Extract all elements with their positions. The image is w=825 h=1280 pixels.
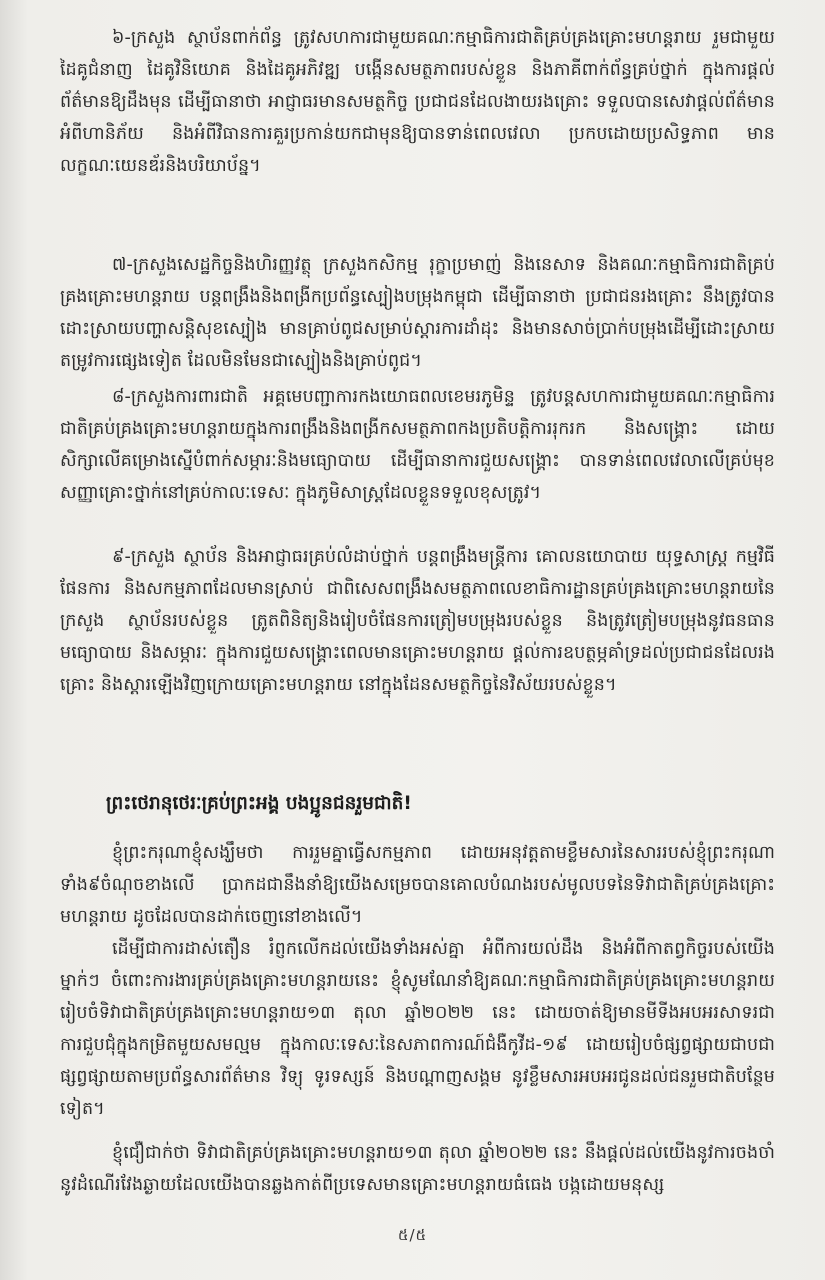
greeting-heading: ព្រះថេរានុថេរៈគ្រប់ព្រះអង្គ បងប្អូនជនរួមជាតិ! — [106, 793, 412, 814]
paragraph-item-8: ៨-ក្រសួងការពារជាតិ អគ្គមេបញ្ជាការកងយោធពលខេមរភូមិន្ទ ត្រូវបន្តសហការជាមួយគណៈកម្មាធិការជាតិគ្រប់គ្រងគ្រោះមហន្តរាយក្នុងការពង្រឹងនិងពង្រីកសមត្ថភាពកងប្រតិបត្តិការរុករក និងសង្គ្រោះ ដោយសិក្សាលើគម្រោងស្នើបំពាក់សម្ភារៈនិងមធ្យោបាយ ដើម្បីធានាការជួយសង្គ្រោះ បានទាន់ពេលវេលាលើគ្រប់មុខសញ្ញាគ្រោះថ្នាក់នៅគ្រប់កាលៈទេសៈ ក្នុងភូមិសាស្ត្រដែលខ្លួនទទួលខុសត្រូវ។ — [60, 387, 775, 503]
page-number: ៥/៥ — [397, 1226, 428, 1244]
closing-paragraph-belief: ខ្ញុំជឿជាក់ថា ទិវាជាតិគ្រប់គ្រងគ្រោះមហន្តរាយ១៣ តុលា ឆ្នាំ២០២២ នេះ នឹងផ្តល់ដល់យើងនូវការចងចាំនូវដំណើរវែងឆ្ងាយដែលយើងបានឆ្លងកាត់ពីប្រទេសមានគ្រោះមហន្តរាយធំធេង បង្កដោយមនុស្ស — [60, 1143, 775, 1195]
paragraph-item-7: ៧-ក្រសួងសេដ្ឋកិច្ចនិងហិរញ្ញវត្ថុ ក្រសួងកសិកម្ម រុក្ខាប្រមាញ់ និងនេសាទ និងគណៈកម្មាធិការជាតិគ្រប់គ្រងគ្រោះមហន្តរាយ បន្តពង្រឹងនិងពង្រីកប្រព័ន្ធស្បៀងបម្រុងកម្ពុជា ដើម្បីធានាថា ប្រជាជនរងគ្រោះ នឹងត្រូវបានដោះស្រាយបញ្ហាសន្តិសុខស្បៀង មានគ្រាប់ពូជសម្រាប់ស្តារការដាំដុះ និងមានសាច់ប្រាក់បម្រុងដើម្បីដោះស្រាយតម្រូវការផ្សេងទៀត ដែលមិនមែនជាស្បៀងនិងគ្រាប់ពូជ។ — [60, 255, 775, 371]
closing-paragraph-reminder: ដើម្បីជាការដាស់តឿន រំព្ញកលើកដល់យើងទាំងអស់គ្នា អំពីការយល់ដឹង និងអំពីកាតព្វកិច្ចរបស់យើងម្នាក់ៗ ចំពោះការងារគ្រប់គ្រងគ្រោះមហន្តរាយនេះ ខ្ញុំសូមណែនាំឱ្យគណៈកម្មាធិការជាតិគ្រប់គ្រងគ្រោះមហន្តរាយរៀបចំទិវាជាតិគ្រប់គ្រងគ្រោះមហន្តរាយ១៣ តុលា ឆ្នាំ២០២២ នេះ ដោយចាត់ឱ្យមានមីទីងអបអរសាទរជាការជួបជុំក្នុងកម្រិតមួយសមល្មម ក្នុងកាលៈទេសៈនៃសភាពការណ៍ជំងឺកូវីដ-១៩ ដោយរៀបចំផ្សព្វផ្សាយជាបជា ផ្សព្វផ្សាយតាមប្រព័ន្ធសារព័ត៌មាន វិទ្យុ ទូរទស្សន៍ និងបណ្តាញសង្គម នូវខ្លឹមសារអបអរជូនដល់ជនរួមជាតិបន្ថែមទៀត។ — [60, 939, 775, 1119]
closing-paragraph-hope: ខ្ញុំព្រះករុណាខ្ញុំសង្ឃឹមថា ការរួមគ្នាធ្វើសកម្មភាព ដោយអនុវត្តតាមខ្លឹមសារនៃសាររបស់ខ្ញុំព្រះករុណាទាំង៩ចំណុចខាងលើ ប្រាកដជានឹងនាំឱ្យយើងសម្រេចបានគោលបំណងរបស់មូលបទនៃទិវាជាតិគ្រប់គ្រងគ្រោះមហន្តរាយ ដូចដែលបានដាក់ចេញនៅខាងលើ។ — [60, 843, 775, 927]
paragraph-item-9: ៩-ក្រសួង ស្ថាប័ន និងអាជ្ញាធរគ្រប់លំដាប់ថ្នាក់ បន្តពង្រឹងមន្ត្រីការ គោលនយោបាយ យុទ្ធសាស្ត្រ កម្មវិធី ផែនការ និងសកម្មភាពដែលមានស្រាប់ ជាពិសេសពង្រឹងសមត្ថភាពលេខាធិការដ្ឋានគ្រប់គ្រងគ្រោះមហន្តរាយនៃក្រសួង ស្ថាប័នរបស់ខ្លួន ត្រូតពិនិត្យនិងរៀបចំផែនការត្រៀមបម្រុងរបស់ខ្លួន និងត្រូវត្រៀមបម្រុងនូវធនធាន មធ្យោបាយ និងសម្ភារៈ ក្នុងការជួយសង្គ្រោះពេលមានគ្រោះមហន្តរាយ ផ្តល់ការឧបត្ថម្ភគាំទ្រដល់ប្រជាជនដែលរងគ្រោះ និងស្តារឡើងវិញក្រោយគ្រោះមហន្តរាយ នៅក្នុងដែនសមត្ថកិច្ចនៃវិស័យរបស់ខ្លួន។ — [60, 547, 775, 695]
paragraph-item-6: ៦-ក្រសួង ស្ថាប័នពាក់ព័ន្ធ ត្រូវសហការជាមួយគណៈកម្មាធិការជាតិគ្រប់គ្រងគ្រោះមហន្តរាយ រួមជាមួយដៃគូជំនាញ ដៃគូវិនិយោគ និងដៃគូអភិវឌ្ឍ បង្កើនសមត្ថភាពរបស់ខ្លួន និងភាគីពាក់ព័ន្ធគ្រប់ថ្នាក់ ក្នុងការផ្តល់ព័ត៌មានឱ្យដឹងមុន ដើម្បីធានាថា អាជ្ញាធរមានសមត្ថកិច្ច ប្រជាជនដែលងាយរងគ្រោះ ទទួលបានសេវាផ្តល់ព័ត៌មានអំពីហានិភ័យ និងអំពីវិធានការគួរប្រកាន់យកជាមុនឱ្យបានទាន់ពេលវេលា ប្រកបដោយប្រសិទ្ធភាព មានលក្ខណៈយេនឌ័រនិងបរិយាប័ន្ន។ — [60, 28, 775, 176]
